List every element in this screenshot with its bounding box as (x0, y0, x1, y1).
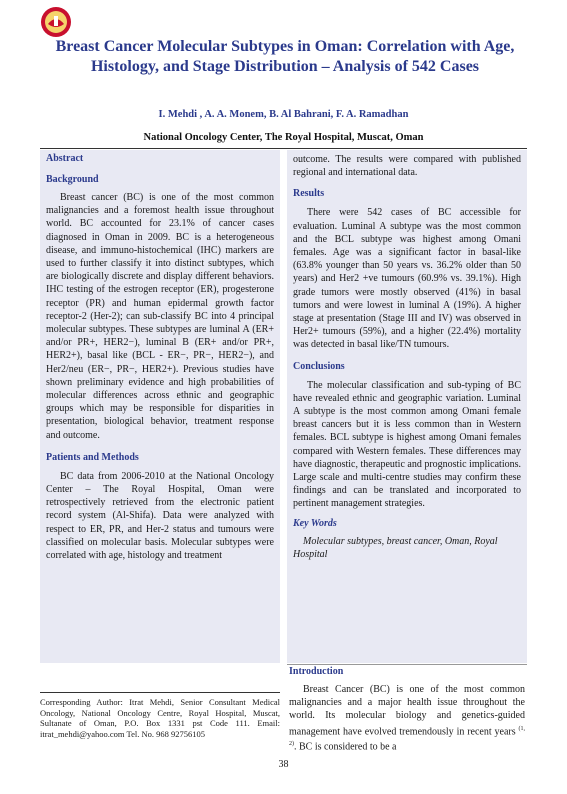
abstract-left-column (40, 150, 280, 663)
conclusions-text: The molecular classification and sub-typing of BC have revealed ethnic and geographic variation. Luminal A subtype is the most common among Omani female breast cancers but it is less common than in Western females. BCL subtype is highest among Omani females compared with Western females. These differences may have diagnostic, therapeutic and prognostic implications. Large scale and multi-centre studies may confirm these findings and can be translated and incorporated to pertinent management strategies. (293, 379, 521, 510)
methods-text-continued: outcome. The results were compared with published regional and international data. (293, 154, 521, 179)
introduction-text (289, 683, 525, 754)
introduction-section (287, 663, 527, 754)
paper-title: Breast Cancer Molecular Subtypes in Oman: Correlation with Age, Histology, and Stage Distribution – Analysis of 542 Cases (55, 38, 515, 75)
background-text: Breast cancer (BC) is one of the most common malignancies and a foremost health issue throughout world. BC accounted for 23.1% of cancer cases diagnosed in Oman in 2009. BC is a heterogeneous disease, and immuno-histochemical (IHC) markers are used to further classify it into distinct subtypes, which are biologically discrete and display different behaviors. IHC testing of the estrogen receptor (ER), progesterone receptor (PR) and human epidermal growth factor receptor-2 (Her-2); can sub-classify BC into 4 principal molecular subtypes. These subtypes are luminal A (ER+ and/or PR+, HER2−), luminal B (ER+ and/or PR+, HER2+), basal like (BCL - ER−, PR−, HER2−), and Her2/neu (ER−, PR−, HER2+). Previous studies have shown preliminary evidence and high probabilities of molecular differences across ethnic and geographic groups which may be responsible for disparities in presentation, biological behavior, treatment response and outcome. (46, 192, 274, 441)
methods-heading: Patients and Methods (46, 451, 139, 463)
results-heading: Results (293, 188, 325, 200)
affiliation: National Oncology Center, The Royal Hospital, Muscat, Oman (143, 132, 424, 143)
background-heading: Background (46, 174, 99, 185)
keywords-text: Molecular subtypes, breast cancer, Oman, Royal Hospital (293, 535, 498, 560)
introduction-heading: Introduction (289, 666, 344, 677)
conclusions-heading: Conclusions (293, 360, 345, 372)
introduction-body-end: . BC is considered to be a (294, 741, 397, 753)
introduction-body: Breast Cancer (BC) is one of the most common malignancies and a major health issue throughout the world. Its molecular biology and genetics-guided management have evolved tremendously in recent years (289, 684, 525, 737)
page-number: 38 (278, 759, 289, 770)
author-list: I. Mehdi , A. A. Monem, B. Al Bahrani, F. A. Ramadhan (158, 109, 409, 120)
abstract-right-column (287, 150, 527, 663)
corresponding-author-footnote: Corresponding Author: Itrat Mehdi, Senior Consultant Medical Oncology, National Oncology Centre, Royal Hospital, Muscat, Sultanate of Oman, P.O. Box 1331 pst Code 111. Email: itrat_mehdi@yahoo.com Tel. No. 968 92756105 (40, 697, 280, 739)
results-text: There were 542 cases of BC accessible for evaluation. Luminal A subtype was the most common and the BCL subtype was highest among Omani females. Age was a significant factor in basal-like (63.8% younger than 50 years vs. 36.2% older than 50 years) and Her2 +ve tumours (60.9% vs. 39.1%). High grade tumors were mostly observed (41%) in basal tumors and were lowest in luminal A (19%). A higher stage at presentation (Stage III and IV) was observed in Her2+ tumours (59%), and a higher (22.4%) mortality was detected in basal like/TN tumours. (293, 207, 521, 351)
methods-text: BC data from 2006-2010 at the National Oncology Center – The Royal Hospital, Oman were retrospectively retrieved from the electronic patient record system (Al-Shifa). Data were analyzed with respect to ER, PR, and Her-2 status and tumours were classified on molecular basis. Molecular subtypes were correlated with age, histology and treatment (46, 470, 274, 562)
citation-marker: (1, 2) (289, 725, 526, 748)
journal-logo-icon (40, 6, 72, 38)
footnote-divider (40, 692, 280, 693)
keywords-heading: Key Words (293, 517, 337, 529)
abstract-heading: Abstract (46, 153, 84, 164)
header-divider (40, 148, 527, 149)
